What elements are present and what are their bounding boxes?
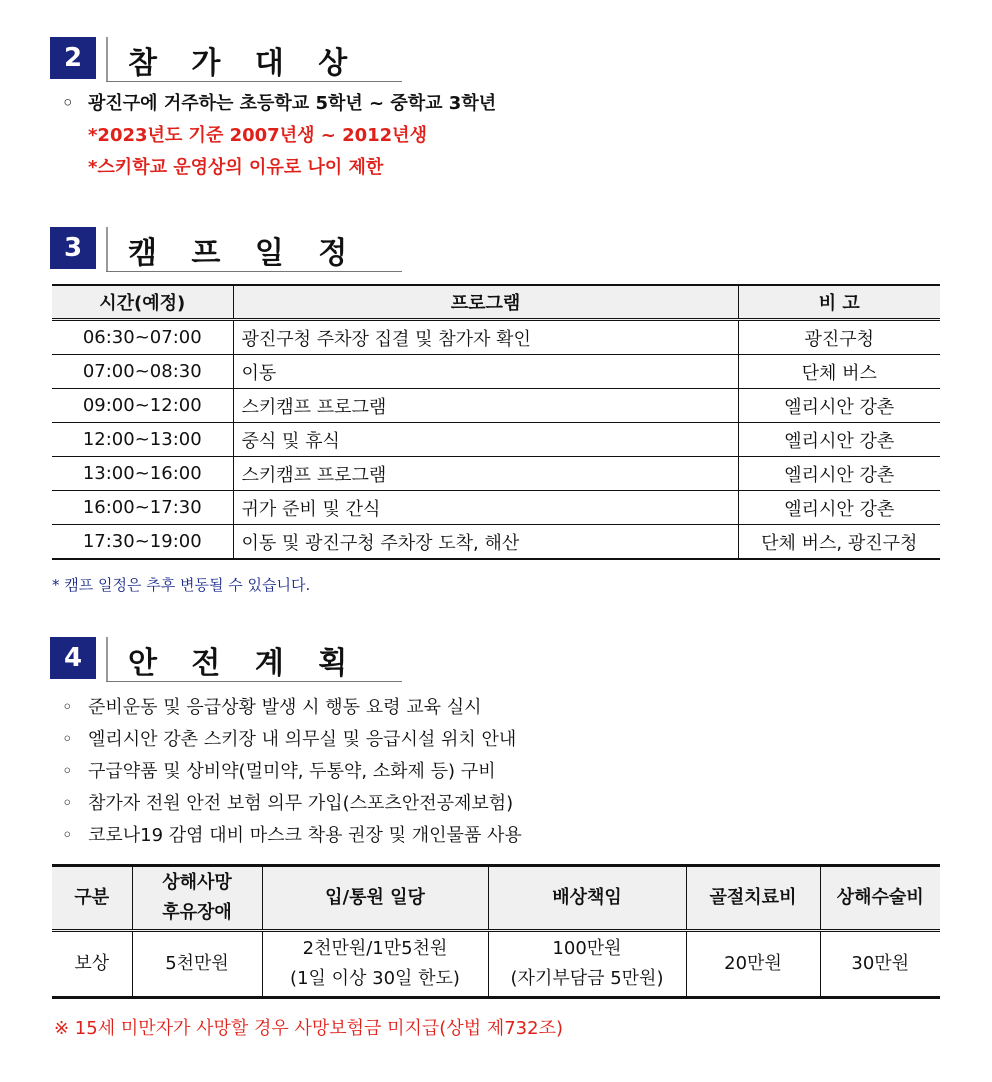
list-item-text: 참가자 전원 안전 보험 의무 가입(스포츠안전공제보험) — [88, 793, 514, 814]
table-header-row — [52, 285, 940, 320]
table-row — [52, 320, 940, 355]
column-header: 시간(예정) — [52, 285, 233, 320]
time-cell: 16:00~17:30 — [52, 491, 233, 525]
note-cell: 엘리시안 강촌 — [738, 491, 940, 525]
hospital-daily-cell — [262, 931, 488, 998]
table-row — [52, 355, 940, 389]
column-header: 상해수술비 — [820, 866, 940, 931]
header-divider — [106, 37, 108, 81]
liability-cell — [488, 931, 686, 998]
time-cell: 12:00~13:00 — [52, 423, 233, 457]
program-cell: 이동 — [233, 355, 738, 389]
header-underline — [106, 681, 402, 682]
header-underline — [106, 271, 402, 272]
time-cell: 07:00~08:30 — [52, 355, 233, 389]
insurance-note: ※ 15세 미만자가 사망할 경우 사망보험금 미지급(상법 제732조) — [54, 1018, 563, 1039]
program-cell: 귀가 준비 및 간식 — [233, 491, 738, 525]
section-2-header — [50, 37, 402, 83]
list-item-text: 준비운동 및 응급상황 발생 시 행동 요령 교육 실시 — [88, 697, 482, 718]
note-cell: 단체 버스, 광진구청 — [738, 525, 940, 560]
note-cell: 엘리시안 강촌 — [738, 423, 940, 457]
note-cell: 단체 버스 — [738, 355, 940, 389]
category-cell: 보상 — [52, 931, 132, 998]
insurance-table — [52, 864, 940, 999]
column-header: 비 고 — [738, 285, 940, 320]
bullet-mark: ◦ — [62, 93, 74, 114]
column-header: 입/통원 일당 — [262, 866, 488, 931]
section-number: 2 — [50, 37, 96, 79]
table-row — [52, 525, 940, 560]
header-divider — [106, 227, 108, 271]
list-item — [62, 724, 522, 756]
time-cell: 09:00~12:00 — [52, 389, 233, 423]
list-item — [62, 820, 522, 852]
time-cell: 13:00~16:00 — [52, 457, 233, 491]
section-4-header — [50, 637, 402, 683]
safety-plan-list — [62, 692, 522, 852]
list-item — [62, 756, 522, 788]
bullet-mark: ◦ — [62, 697, 73, 718]
column-header: 배상책임 — [488, 866, 686, 931]
cell-line: 100만원 — [552, 938, 622, 959]
bullet-mark: ◦ — [62, 793, 73, 814]
section-number: 3 — [50, 227, 96, 269]
target-list — [62, 88, 496, 184]
list-item — [62, 788, 522, 820]
time-cell: 17:30~19:00 — [52, 525, 233, 560]
note-cell: 광진구청 — [738, 320, 940, 355]
list-item-text: *스키학교 운영상의 이유로 나이 제한 — [88, 157, 384, 178]
list-item — [62, 120, 496, 152]
section-3-header — [50, 227, 402, 273]
schedule-note: * 캠프 일정은 추후 변동될 수 있습니다. — [52, 576, 311, 594]
program-cell: 중식 및 휴식 — [233, 423, 738, 457]
section-number: 4 — [50, 637, 96, 679]
table-row — [52, 491, 940, 525]
table-row — [52, 931, 940, 998]
list-item-text: 코로나19 감염 대비 마스크 착용 권장 및 개인물품 사용 — [88, 825, 522, 846]
list-item-text: 엘리시안 강촌 스키장 내 의무실 및 응급시설 위치 안내 — [88, 729, 517, 750]
column-header: 구분 — [52, 866, 132, 931]
surgery-cell: 30만원 — [820, 931, 940, 998]
section-title: 안 전 계 획 — [128, 646, 360, 681]
program-cell: 스키캠프 프로그램 — [233, 457, 738, 491]
list-item-text: 광진구에 거주하는 초등학교 5학년 ~ 중학교 3학년 — [88, 93, 497, 114]
column-header: 골절치료비 — [686, 866, 820, 931]
note-cell: 엘리시안 강촌 — [738, 389, 940, 423]
table-header-row — [52, 866, 940, 931]
program-cell: 광진구청 주차장 집결 및 참가자 확인 — [233, 320, 738, 355]
cell-line: (자기부담금 5만원) — [510, 968, 664, 989]
time-cell: 06:30~07:00 — [52, 320, 233, 355]
program-cell: 이동 및 광진구청 주차장 도착, 해산 — [233, 525, 738, 560]
bullet-mark: ◦ — [62, 825, 73, 846]
column-header-line: 후유장애 — [162, 902, 232, 923]
list-item — [62, 88, 496, 120]
column-header-line: 상해사망 — [162, 872, 232, 893]
bullet-mark: ◦ — [62, 761, 73, 782]
cell-line: (1일 이상 30일 한도) — [290, 968, 460, 989]
table-row — [52, 457, 940, 491]
section-title: 캠 프 일 정 — [128, 236, 360, 271]
table-row — [52, 423, 940, 457]
list-item-text: *2023년도 기준 2007년생 ~ 2012년생 — [88, 125, 427, 146]
fracture-cell: 20만원 — [686, 931, 820, 998]
section-title: 참 가 대 상 — [128, 46, 360, 81]
header-divider — [106, 637, 108, 681]
list-item-text: 구급약품 및 상비약(멀미약, 두통약, 소화제 등) 구비 — [88, 761, 496, 782]
header-underline — [106, 81, 402, 82]
cell-line: 2천만원/1만5천원 — [302, 938, 448, 959]
table-row — [52, 389, 940, 423]
bullet-mark: ◦ — [62, 729, 73, 750]
column-header: 프로그램 — [233, 285, 738, 320]
list-item — [62, 152, 496, 184]
program-cell: 스키캠프 프로그램 — [233, 389, 738, 423]
note-cell: 엘리시안 강촌 — [738, 457, 940, 491]
column-header — [132, 866, 262, 931]
schedule-table — [52, 284, 940, 560]
death-disability-cell: 5천만원 — [132, 931, 262, 998]
list-item — [62, 692, 522, 724]
